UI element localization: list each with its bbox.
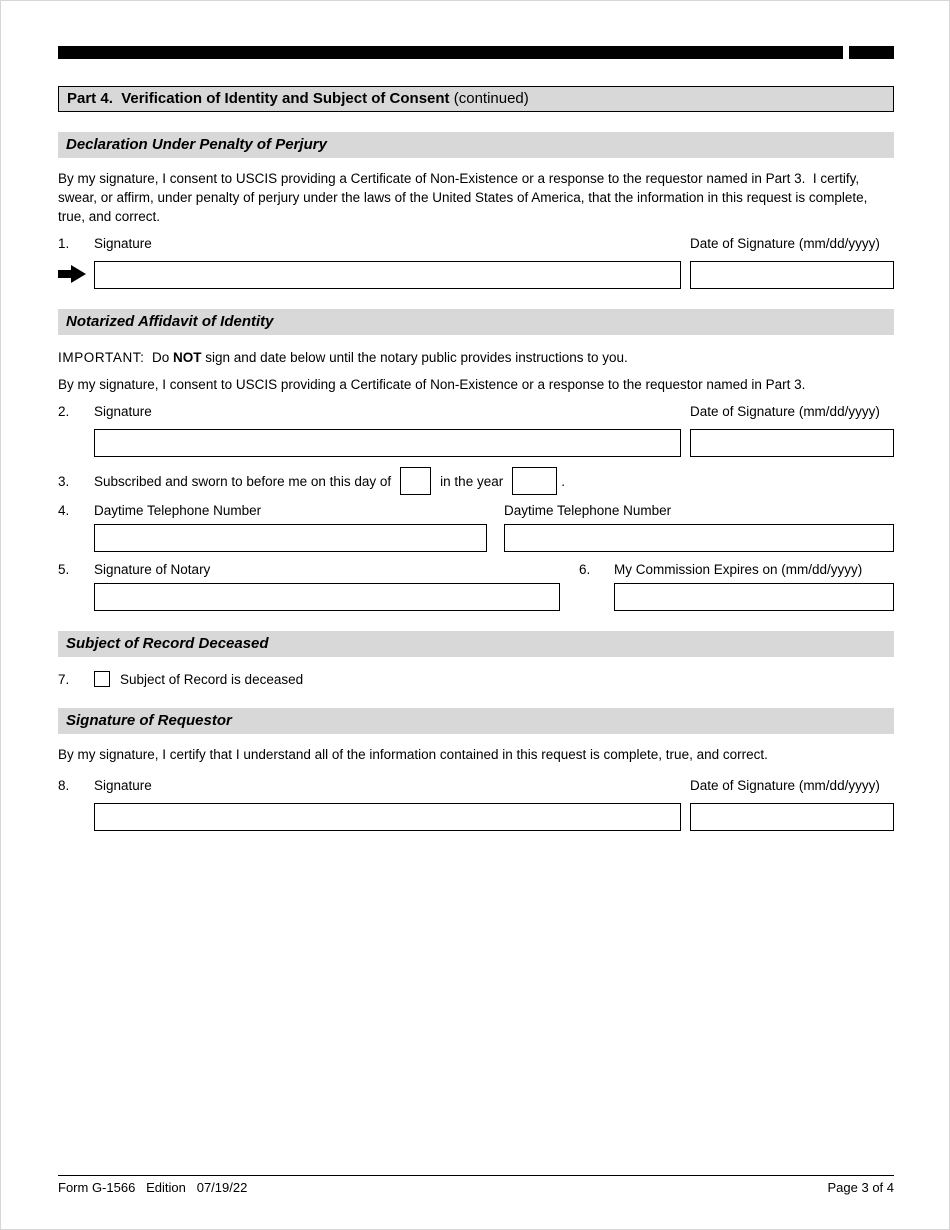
section-header-requestor: Signature of Requestor [58, 708, 894, 734]
signature-1-input[interactable] [94, 261, 681, 289]
item-number: 2. [58, 404, 70, 419]
important-not: NOT [173, 350, 202, 365]
sworn-year-input[interactable] [512, 467, 557, 495]
top-rule-end [849, 46, 894, 59]
page-footer [58, 1175, 894, 1195]
notary-important-text [58, 348, 894, 367]
daytime-phone-right-label: Daytime Telephone Number [504, 503, 672, 518]
top-rule-main [58, 46, 843, 59]
signature-label: Signature [94, 236, 152, 251]
section-header-notary: Notarized Affidavit of Identity [58, 309, 894, 335]
item-1-signature [58, 236, 894, 289]
signature-label: Signature [94, 404, 152, 419]
in-the-year-text: in the year [440, 473, 504, 489]
subject-deceased-checkbox[interactable] [94, 671, 110, 687]
important-label: IMPORTANT: [58, 350, 145, 365]
signature-of-notary-input[interactable] [94, 583, 560, 611]
signature-of-notary-label: Signature of Notary [94, 562, 211, 577]
top-rule [58, 46, 894, 59]
date-of-signature-label: Date of Signature (mm/dd/yyyy) [690, 778, 880, 793]
sworn-period: . [561, 473, 565, 489]
date-of-signature-label: Date of Signature (mm/dd/yyyy) [690, 236, 880, 251]
signature-label: Signature [94, 778, 152, 793]
notary-consent-text: By my signature, I consent to USCIS providing a Certificate of Non-Existence or a response to the requestor named in Part 3. [58, 377, 806, 392]
sworn-text: Subscribed and sworn to before me on this day of [94, 473, 392, 489]
commission-expires-input[interactable] [614, 583, 894, 611]
requestor-intro-text: By my signature, I certify that I understand all of the information contained in this request is complete, true, and correct. [58, 747, 768, 762]
date-of-signature-label: Date of Signature (mm/dd/yyyy) [690, 404, 880, 419]
part-4-header-continued: (continued) [449, 90, 529, 107]
item-4-phone [58, 503, 894, 552]
date-of-signature-2-input[interactable] [690, 429, 894, 457]
signature-arrow-icon [58, 263, 94, 288]
daytime-phone-right-input[interactable] [504, 524, 894, 552]
item-number: 4. [58, 503, 70, 518]
item-2-signature [58, 404, 894, 457]
commission-expires-label: My Commission Expires on (mm/dd/yyyy) [614, 562, 863, 577]
date-of-signature-8-input[interactable] [690, 803, 894, 831]
items-5-6-notary [58, 562, 894, 611]
item-number: 3. [58, 473, 70, 489]
item-7-deceased [58, 671, 894, 687]
perjury-intro-text: By my signature, I consent to USCIS providing a Certificate of Non-Existence or a response to the requestor named in Part 3. I certify, swear, or affirm, under penalty of perjury under the laws of the United States of America, that the information in this request is complete, true, and correct. [58, 171, 872, 224]
signature-8-input[interactable] [94, 803, 681, 831]
item-number: 5. [58, 562, 70, 577]
important-post: sign and date below until the notary public provides instructions to you. [201, 350, 628, 365]
item-number: 1. [58, 236, 70, 251]
section-header-perjury: Declaration Under Penalty of Perjury [58, 132, 894, 158]
item-number: 8. [58, 778, 70, 793]
item-3-sworn [58, 467, 894, 495]
item-number: 7. [58, 671, 70, 687]
part-4-header-title: Part 4. Verification of Identity and Subject of Consent [67, 90, 450, 107]
section-header-deceased: Subject of Record Deceased [58, 631, 894, 657]
form-edition-text: Form G-1566 Edition 07/19/22 [58, 1180, 248, 1195]
signature-2-input[interactable] [94, 429, 681, 457]
part-4-header [58, 86, 894, 112]
item-number: 6. [579, 562, 591, 577]
subject-deceased-label: Subject of Record is deceased [120, 671, 304, 687]
item-8-signature [58, 778, 894, 831]
date-of-signature-1-input[interactable] [690, 261, 894, 289]
sworn-day-input[interactable] [400, 467, 431, 495]
daytime-phone-left-input[interactable] [94, 524, 487, 552]
page-number-text: Page 3 of 4 [827, 1180, 894, 1195]
daytime-phone-left-label: Daytime Telephone Number [94, 503, 262, 518]
important-pre: Do [144, 350, 174, 365]
